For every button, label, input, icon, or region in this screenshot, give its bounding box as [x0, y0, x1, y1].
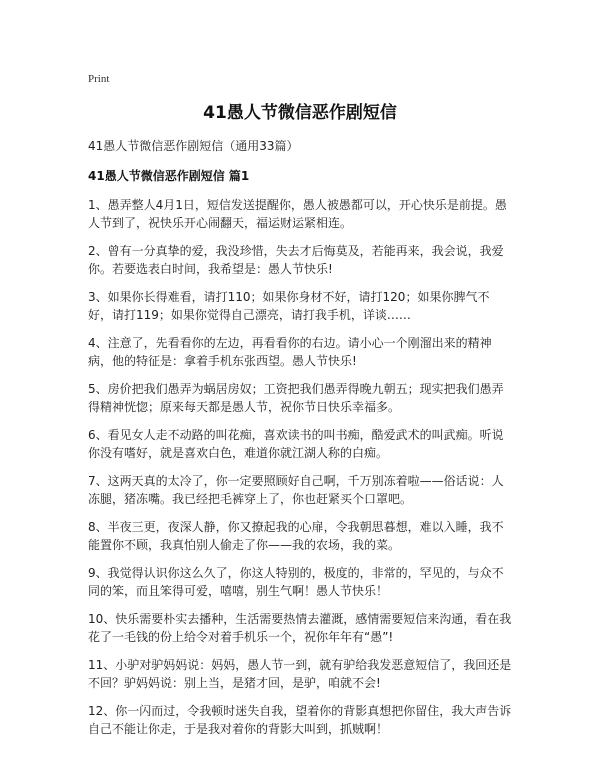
paragraph: 10、快乐需要朴实去播种，生活需要热情去灌溉，感情需要短信来沟通，看在我花了一毛钱的份上给令对着手机乐一个，祝你年年有“愚”! [88, 612, 512, 644]
paragraph: 9、我觉得认识你这么久了，你这人特别的，极度的，非常的，罕见的，与众不同的笨，而且笨得可爱，嘻嘻，别生气啊！愚人节快乐！ [88, 566, 504, 598]
paragraph: 6、看见女人走不动路的叫花痴，喜欢读书的叫书痴，酷爱武术的叫武痴。听说你没有嗜好，就是喜欢白色，难道你就江湖人称的白痴。 [88, 428, 504, 460]
paragraph: 7、这两天真的太冷了，你一定要照顾好自己啊，千万别冻着啦——俗话说：人冻腿，猪冻嘴。我已经把毛裤穿上了，你也赶紧买个口罩吧。 [88, 474, 504, 506]
paragraph: 1、愚弄整人4月1日，短信发送提醒你，愚人被愚都可以，开心快乐是前提。愚人节到了，祝快乐开心闹翻天，福运财运紧相连。 [88, 198, 507, 230]
print-link[interactable]: Print [88, 73, 110, 85]
paragraph: 3、如果你长得难看，请打110；如果你身材不好，请打120；如果你脾气不好，请打119；如果你觉得自己漂亮，请打我手机，详谈…… [88, 290, 490, 322]
paragraph: 11、小驴对驴妈妈说：妈妈，愚人节一到，就有驴给我发恶意短信了，我回还是不回？驴妈妈说：别上当，是猪才回，是驴，咱就不会! [88, 658, 512, 690]
paragraph: 2、曾有一分真挚的爱，我没珍惜，失去才后悔莫及，若能再来，我会说，我爱你。若要选表白时间，我希望是：愚人节快乐! [88, 244, 504, 276]
subtitle: 41愚人节微信恶作剧短信（通用33篇） [88, 139, 299, 153]
page-title: 41愚人节微信恶作剧短信 [203, 103, 397, 123]
paragraph: 5、房价把我们愚弄为蜗居房奴；工资把我们愚弄得晚九朝五；现实把我们愚弄得精神恍惚；原来每天都是愚人节，祝你节日快乐幸福多。 [88, 382, 504, 414]
section-heading: 41愚人节微信恶作剧短信 篇1 [88, 169, 250, 183]
paragraph: 12、你一闪而过，令我顿时迷失自我，望着你的背影真想把你留住，我大声告诉自己不能让你走，于是我对着你的背影大叫到，抓贼啊！ [88, 704, 512, 736]
paragraph: 4、注意了，先看看你的左边，再看看你的右边。请小心一个刚溜出来的精神病，他的特征是：拿着手机东张西望。愚人节快乐! [88, 336, 492, 368]
paragraph: 8、半夜三更，夜深人静，你又撩起我的心扉，令我朝思暮想，难以入睡，我不能置你不顾，我真怕别人偷走了你——我的农场，我的菜。 [88, 520, 504, 552]
